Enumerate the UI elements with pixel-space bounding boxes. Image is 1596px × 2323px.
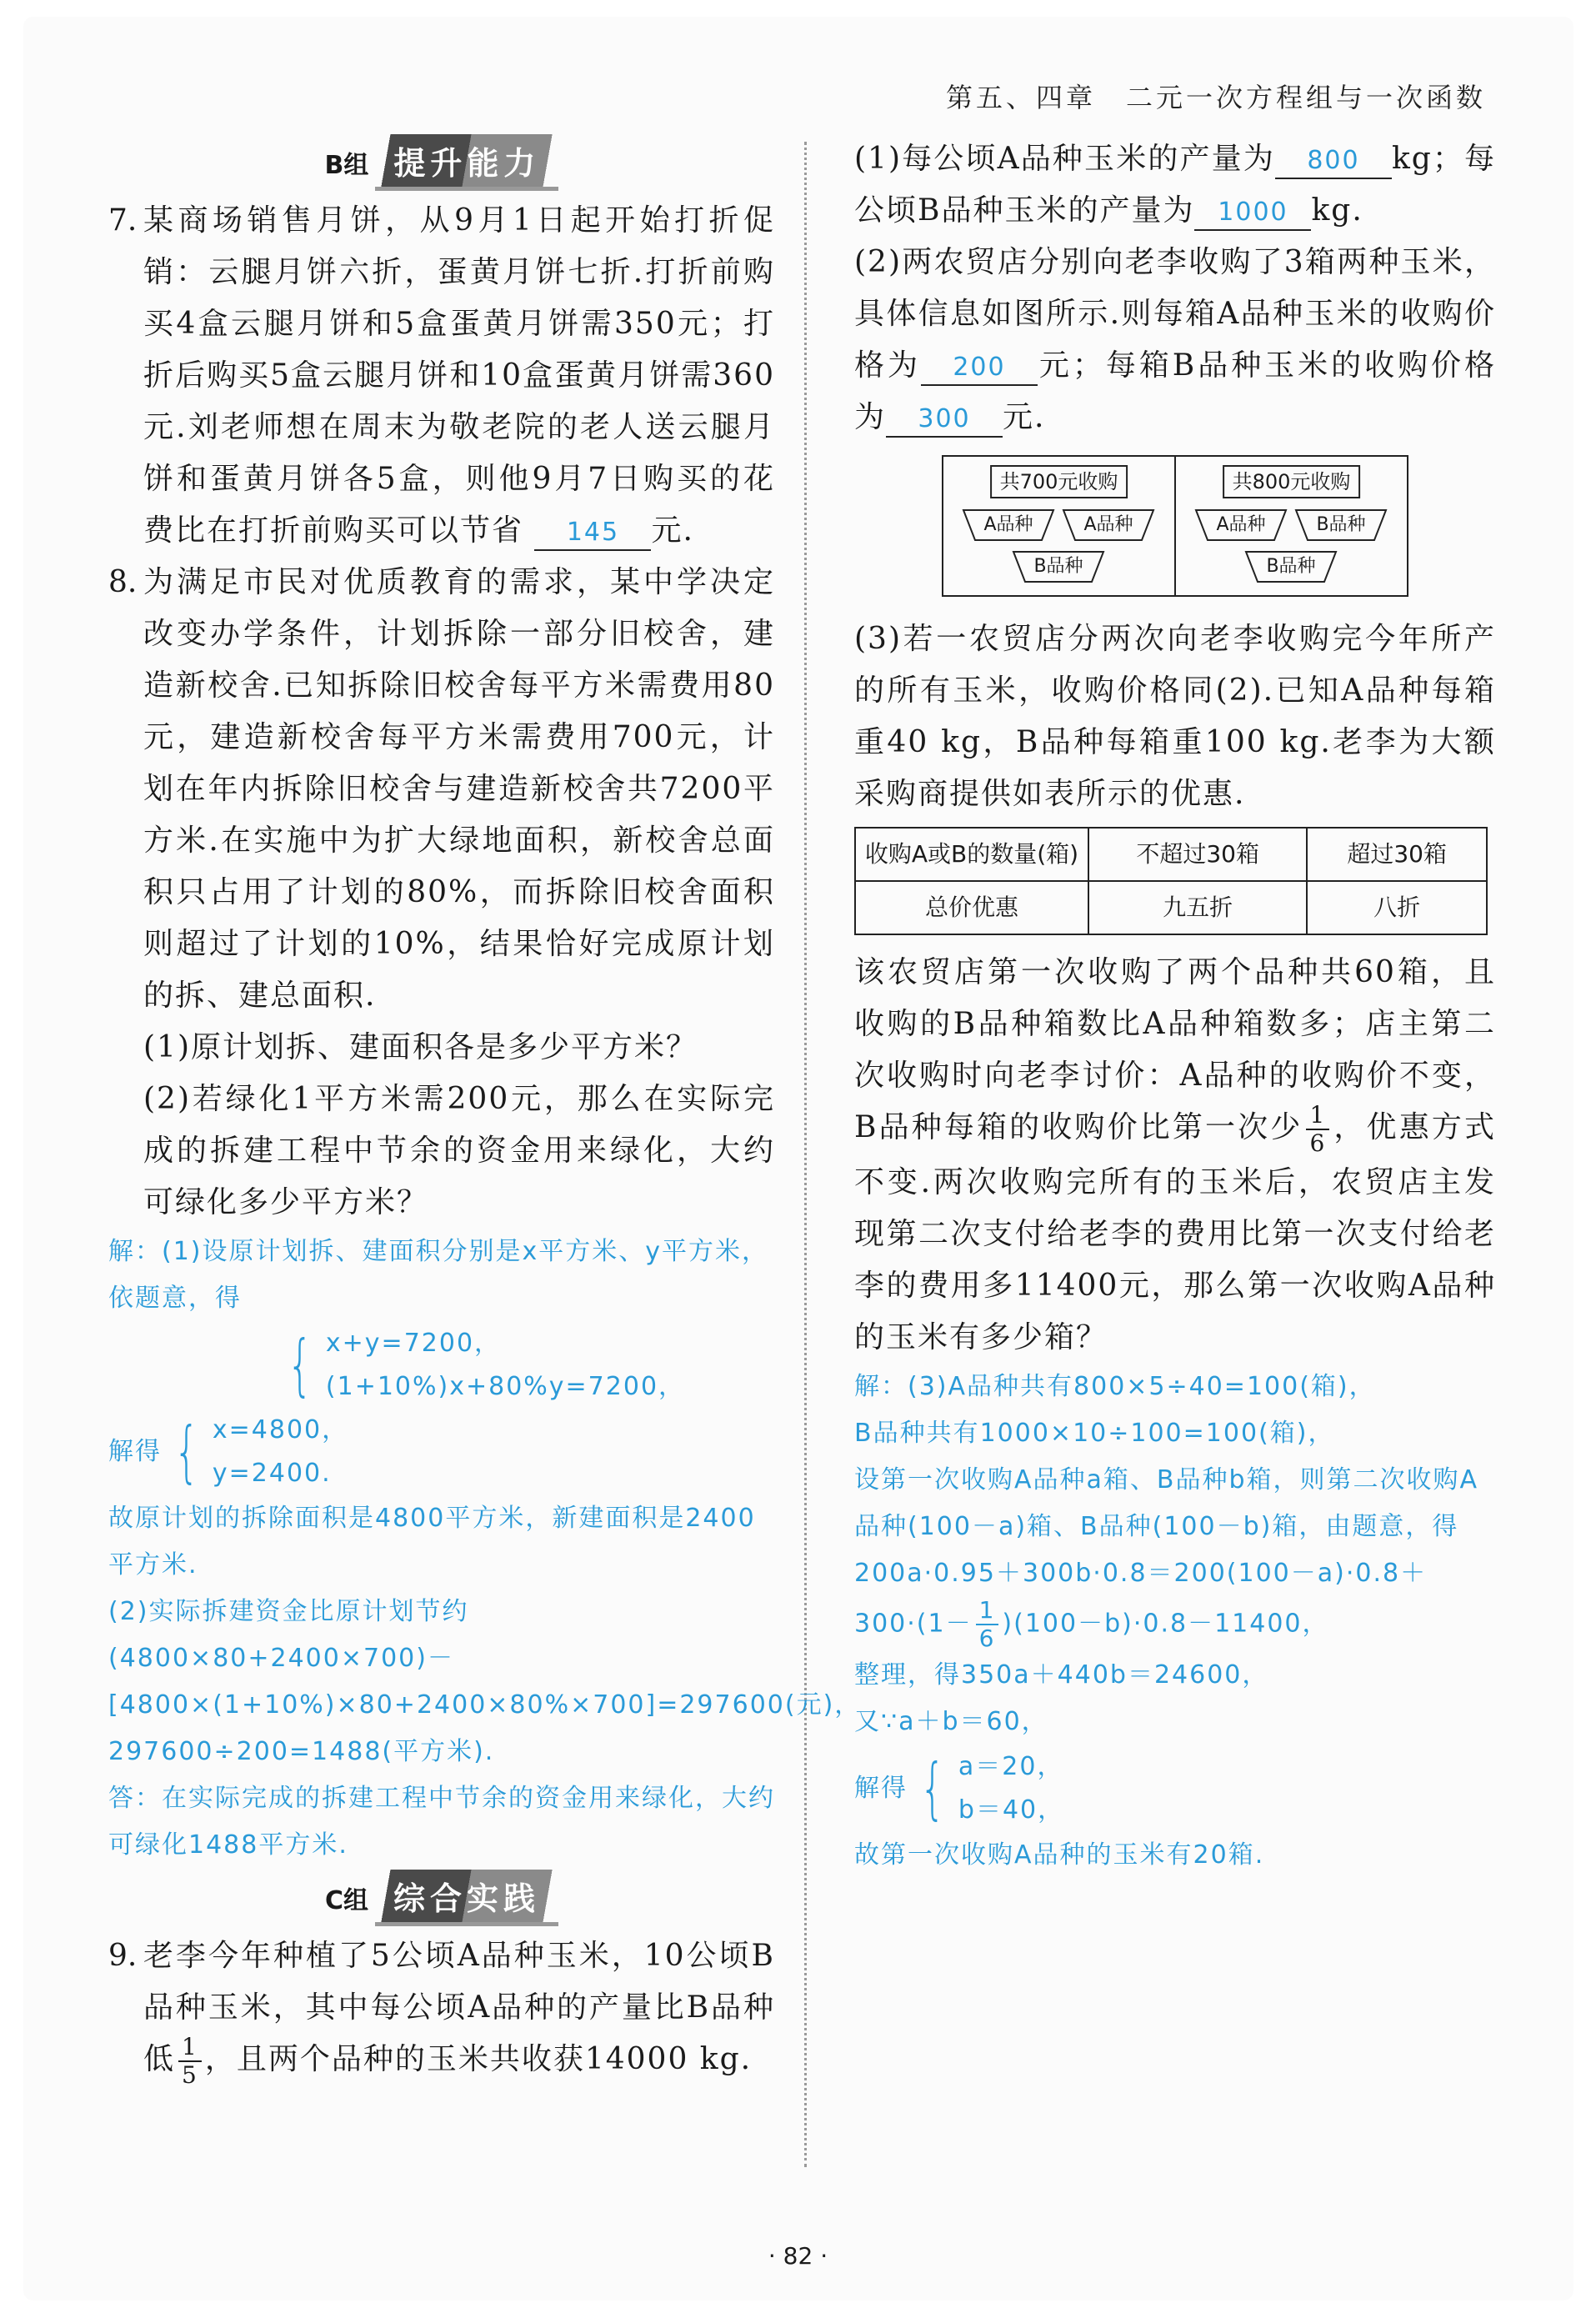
question-9-number: 9. xyxy=(108,1939,138,1973)
basket-a-2 xyxy=(1062,508,1155,542)
question-9-part1 xyxy=(854,133,1496,237)
question-7-suffix: 元. xyxy=(651,513,694,548)
page-number: · 82 · xyxy=(768,2242,828,2270)
basket-label: B品种 xyxy=(1033,556,1083,577)
solution-8-line2: 故原计划的拆除面积是4800平方米，新建面积是2400平方米. xyxy=(108,1504,756,1580)
table-cell-80: 八折 xyxy=(1307,881,1487,934)
solved-label-8: 解得 xyxy=(108,1437,162,1466)
question-8-part1: (1)原计划拆、建面积各是多少平方米？ xyxy=(143,1030,698,1064)
solution-system-8 xyxy=(108,1409,348,1495)
equation-8-1: x+y=7200， xyxy=(325,1329,502,1358)
table-cell-95: 九五折 xyxy=(1088,881,1307,934)
part1-text-a: (1)每公顷A品种玉米的产量为 xyxy=(854,142,1275,176)
banner-b-group: B组 xyxy=(324,151,369,180)
basket-b-3 xyxy=(1244,550,1338,583)
basket-label: A品种 xyxy=(1083,514,1133,535)
solution-system-9 xyxy=(854,1745,1064,1832)
basket-label: B品种 xyxy=(1266,556,1316,577)
answer-a-yield: 800 xyxy=(1275,144,1392,179)
left-column xyxy=(108,133,862,2089)
part1-text-b: kg；每公顷B品种玉米的产量为 xyxy=(854,142,1496,228)
part4-text-b: ，优惠方式不变.两次收购完所有的玉米后，农贸店主发现第二次支付给老李的费用比第一次支付给老李的费用多11400元，那么第一次收购A品种的玉米有多少箱？ xyxy=(854,1110,1496,1354)
answer-a-price: 200 xyxy=(921,351,1038,386)
solution-9-line2: B品种共有1000×10÷100=100(箱)， xyxy=(854,1419,1335,1448)
basket-b-1 xyxy=(1012,550,1105,583)
part2-text-c: 元. xyxy=(1003,400,1046,434)
purchase-diagram xyxy=(942,455,1408,597)
banner-c xyxy=(108,1869,775,1927)
diagram-left-title: 共700元收购 xyxy=(990,465,1128,498)
question-9-part3: (3)若一农贸店分两次向老李收购完今年所产的所有玉米，收购价格同(2).已知A品种每箱重40 kg，B品种每箱重100 kg.老李为大额采购商提供如表所示的优惠. xyxy=(854,622,1496,811)
fraction-denominator: 6 xyxy=(978,1625,996,1652)
fraction-numerator: 1 xyxy=(976,1597,999,1625)
fraction-one-sixth-solution xyxy=(976,1597,999,1652)
banner-b xyxy=(108,133,775,192)
diagram-right-title: 共800元收购 xyxy=(1223,465,1361,498)
question-8 xyxy=(108,557,775,1229)
solved-label-9: 解得 xyxy=(854,1774,908,1803)
question-7 xyxy=(108,195,775,557)
question-9-text-b: ，且两个品种的玉米共收获14000 kg. xyxy=(204,2042,753,2076)
question-9 xyxy=(108,1930,775,2089)
part2-text-a: (2)两农贸店分别向老李收购了3箱两种玉米，具体信息如图所示.则每箱A品种玉米的收购价格为 xyxy=(854,245,1496,383)
table-row xyxy=(855,881,1487,934)
equation-system-8 xyxy=(275,1322,685,1409)
table-header-over-30: 超过30箱 xyxy=(1307,828,1487,881)
part2-text-b: 元；每箱B品种玉米的收购价格为 xyxy=(854,348,1496,434)
solution-9-line7: 又∵a＋b＝60， xyxy=(854,1707,1048,1736)
basket-label: B品种 xyxy=(1316,514,1366,535)
fraction-denominator: 6 xyxy=(1309,1129,1327,1157)
fraction-denominator: 5 xyxy=(182,2061,198,2089)
solution-9-line3: 设第一次收购A品种a箱、B品种b箱，则第二次收购A品种(100－a)箱、B品种(100－b)箱，由题意，得 xyxy=(854,1465,1479,1541)
question-7-answer: 145 xyxy=(534,516,651,551)
table-cell-discount-label: 总价优惠 xyxy=(855,881,1088,934)
solution-9-line8: 故第一次收购A品种的玉米有20箱. xyxy=(854,1840,1265,1870)
basket-b-2 xyxy=(1294,508,1388,542)
part1-text-c: kg. xyxy=(1311,193,1363,228)
solution-8-line4: 297600÷200=1488(平方米). xyxy=(108,1737,495,1766)
banner-b-title: 提升能力 xyxy=(375,134,558,191)
solution-8-line5: 答：在实际完成的拆建工程中节余的资金用来绿化，大约可绿化1488平方米. xyxy=(108,1784,775,1860)
basket-label: A品种 xyxy=(1216,514,1266,535)
discount-table xyxy=(854,827,1488,935)
banner-c-title: 综合实践 xyxy=(375,1870,558,1926)
table-row xyxy=(855,828,1487,881)
result-9-a: a＝20， xyxy=(958,1752,1064,1781)
question-7-text xyxy=(143,195,775,557)
solution-9-line1: 解：(3)A品种共有800×5÷40=100(箱)， xyxy=(854,1372,1376,1401)
result-8-y: y=2400. xyxy=(212,1459,332,1488)
solution-9-line6: 整理，得350a＋440b＝24600， xyxy=(854,1660,1269,1690)
solution-8-line3: (2)实际拆建资金比原计划节约(4800×80+2400×700)－[4800×(1+10%)×80+2400×80%×700]=297600(元)， xyxy=(108,1597,862,1720)
equation-8-2: (1+10%)x+80%y=7200， xyxy=(325,1372,686,1401)
table-header-quantity: 收购A或B的数量(箱) xyxy=(855,828,1088,881)
part4-text-a: 该农贸店第一次收购了两个品种共60箱，且收购的B品种箱数比A品种箱数多；店主第二次收购时向老李讨价：A品种的收购价不变，B品种每箱的收购价比第一次少 xyxy=(854,955,1496,1144)
question-7-number: 7. xyxy=(108,203,138,238)
solution-8-line1: 解：(1)设原计划拆、建面积分别是x平方米、y平方米，依题意，得 xyxy=(108,1237,769,1313)
solution-8 xyxy=(108,1229,862,1869)
table-header-under-30: 不超过30箱 xyxy=(1088,828,1307,881)
fraction-one-fifth xyxy=(178,2034,202,2089)
brace-icon: { xyxy=(919,1750,947,1827)
diagram-right-box xyxy=(1176,457,1407,595)
line5-b: )(100－b)·0.8－11400， xyxy=(1002,1609,1329,1639)
fraction-numerator: 1 xyxy=(1306,1102,1329,1130)
brace-icon: { xyxy=(173,1413,201,1490)
basket-a-1 xyxy=(962,508,1055,542)
answer-b-price: 300 xyxy=(886,403,1003,438)
right-column xyxy=(854,133,1496,1879)
question-7-stem: 某商场销售月饼，从9月1日起开始打折促销：云腿月饼六折，蛋黄月饼七折.打折前购买4盒云腿月饼和5盒蛋黄月饼需350元；打折后购买5盒云腿月饼和10盒蛋黄月饼需360元.刘老师想在周末为敬老院的老人送云腿月饼和蛋黄月饼各5盒，则他9月7日购买的花费比在打折前购买可以节省 xyxy=(143,203,775,548)
brace-icon: { xyxy=(287,1326,314,1404)
basket-a-3 xyxy=(1194,508,1288,542)
question-8-number: 8. xyxy=(108,565,138,599)
line5-a: 300·(1－ xyxy=(854,1609,973,1639)
answer-b-yield: 1000 xyxy=(1194,196,1311,231)
fraction-numerator: 1 xyxy=(178,2034,202,2062)
question-8-part2: (2)若绿化1平方米需200元，那么在实际完成的拆建工程中节余的资金用来绿化，大约可绿化多少平方米？ xyxy=(143,1082,775,1219)
solution-9-line5 xyxy=(854,1597,1496,1652)
diagram-left-box xyxy=(943,457,1176,595)
solution-9-line4: 200a·0.95＋300b·0.8＝200(100－a)·0.8＋ xyxy=(854,1559,1428,1588)
question-9-part2 xyxy=(854,237,1496,443)
fraction-one-sixth xyxy=(1306,1102,1329,1157)
banner-c-group: C组 xyxy=(324,1886,368,1915)
basket-label: A品种 xyxy=(983,514,1033,535)
result-9-b: b＝40， xyxy=(958,1795,1065,1825)
question-9-part4 xyxy=(854,947,1496,1364)
solution-9 xyxy=(854,1364,1496,1879)
chapter-header: 第五、四章 二元一次方程组与一次函数 xyxy=(945,82,1486,113)
question-9-stem xyxy=(143,1930,775,2089)
result-8-x: x=4800， xyxy=(212,1415,349,1444)
question-8-stem: 为满足市民对优质教育的需求，某中学决定改变办学条件，计划拆除一部分旧校舍，建造新校舍.已知拆除旧校舍每平方米需费用80元，建造新校舍每平方米需费用700元，计划在年内拆除旧校舍与建造新校舍共7200平方米.在实施中为扩大绿地面积，新校舍总面积只占用了计划的80%，而拆除旧校舍面积则超过了计划的10%，结果恰好完成原计划的拆、建总面积. xyxy=(143,565,775,1013)
column-divider xyxy=(804,142,807,2167)
question-9-text-a: 老李今年种植了5公顷A品种玉米，10公顷B品种玉米，其中每公顷A品种的产量比B品种低 xyxy=(143,1939,775,2076)
